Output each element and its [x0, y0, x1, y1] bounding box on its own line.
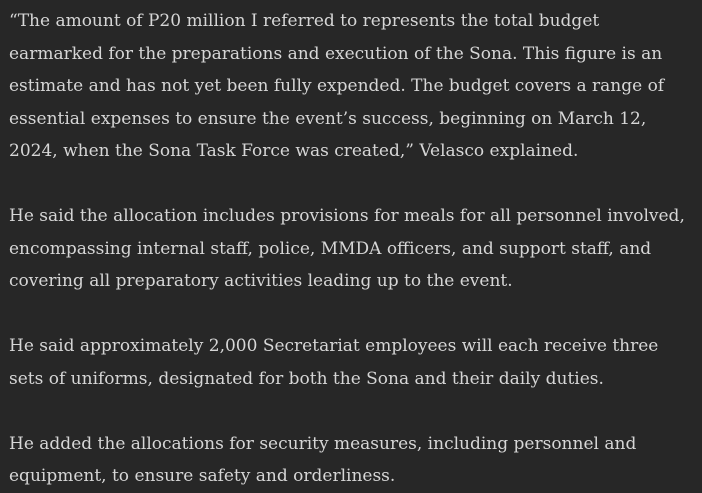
paragraph-uniforms: He said approximately 2,000 Secretariat employees will each receive three sets of uniforms, designated for both the Sona and their daily duties.	[9, 336, 659, 389]
paragraph-meals-allocation: He said the allocation includes provisions for meals for all personnel involved, encompassing internal staff, police, MMDA officers, and support staff, and covering all preparatory activities leading up to the event.	[9, 206, 685, 291]
paragraph-security: He added the allocations for security measures, including personnel and equipment, to ensure safety and orderliness.	[9, 433, 637, 486]
paragraph-quote-velasco: “The amount of P20 million I referred to represents the total budget earmarked for the preparations and execution of the Sona. This figure is an estimate and has not yet been fully expended. The budget covers a range of essential expenses to ensure the event’s success, beginning on March 12, 2024, when the Sona Task Force was created,” Velasco explained.	[9, 11, 665, 161]
